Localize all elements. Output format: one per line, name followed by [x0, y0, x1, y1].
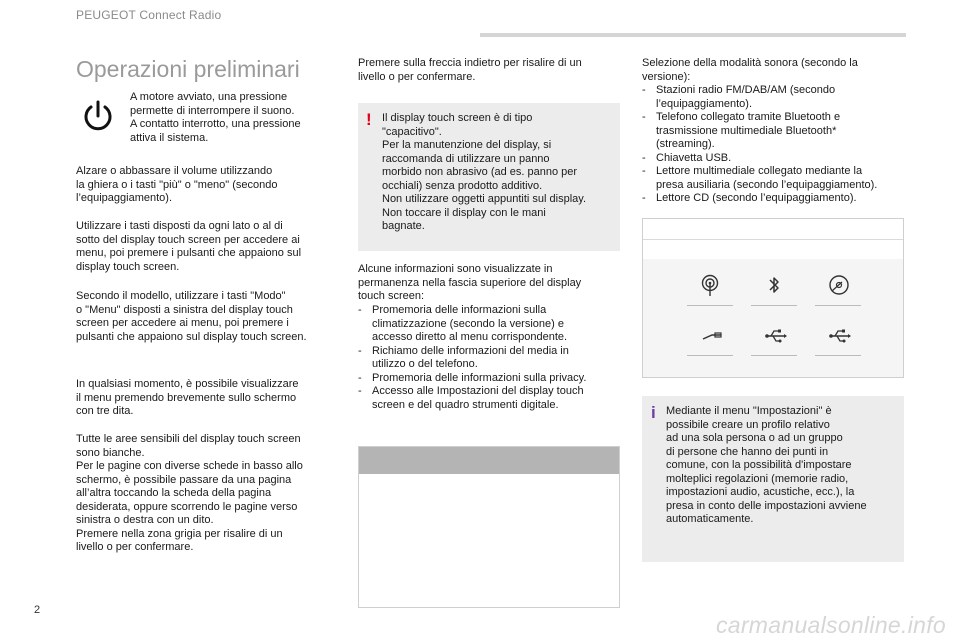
radio-icon — [700, 274, 720, 298]
source-bluetooth[interactable] — [751, 267, 797, 306]
power-icon — [80, 98, 116, 134]
screen-row — [643, 219, 903, 240]
list-item: - Promemoria delle informazioni sulla climatizzazione (secondo la versione) e accesso diretto al menu corrispondente. — [358, 304, 623, 345]
source-intro: Selezione della modalità sonora (secondo la versione): — [642, 57, 858, 83]
list-item: - Telefono collegato tramite Bluetooth e trasmissione multimediale Bluetooth* (streaming). — [642, 111, 907, 152]
cd-icon — [828, 274, 850, 298]
page-number: 2 — [34, 604, 41, 616]
usb-icon — [764, 324, 788, 348]
watermark: carmanualsonline.info — [715, 612, 946, 638]
back-paragraph: Premere sulla freccia indietro per risalire di un livello o per confermare. — [358, 57, 582, 83]
running-header: PEUGEOT Connect Radio — [76, 8, 222, 22]
list-item: - Accesso alle Impostazioni del display touch screen e del quadro strumenti digitale. — [358, 385, 623, 412]
aux-jack-icon — [700, 324, 724, 348]
info-list — [358, 304, 623, 412]
info-icon: i — [651, 403, 656, 422]
screen-row — [643, 239, 903, 260]
page-title: Operazioni preliminari — [76, 56, 300, 82]
usb-icon — [828, 324, 852, 348]
bluetooth-icon — [764, 274, 784, 298]
model-paragraph: Secondo il modello, utilizzare i tasti "Modo" o "Menu" disposti a sinistra del display touch screen per accedere ai menu, poi premere i pulsanti che appaiono sul display touch screen. — [76, 290, 307, 343]
tip-text: Mediante il menu "Impostazioni" è possibile creare un profilo relativo ad una sola persona o ad un gruppo di persone che hanno dei punti in comune, con la possibilità d'impostare molteplici regolazioni (memorie radio, impostazioni audio, acustiche, ecc.), la presa in conto delle impostazioni avviene automaticamente. — [666, 405, 867, 525]
source-usb-2[interactable] — [815, 317, 861, 356]
source-radio[interactable] — [687, 267, 733, 306]
source-cd[interactable] — [815, 267, 861, 306]
source-icons-area — [643, 259, 903, 377]
list-item: - Lettore multimediale collegato mediante la presa ausiliaria (secondo l’equipaggiamento). — [642, 165, 907, 192]
anytime-paragraph: In qualsiasi momento, è possibile visualizzare il menu premendo brevemente sullo schermo con tre dita. — [76, 378, 299, 417]
source-aux[interactable] — [687, 317, 733, 356]
source-usb-1[interactable] — [751, 317, 797, 356]
list-item: - Richiamo delle informazioni del media in utilizzo o del telefono. — [358, 345, 623, 372]
power-description: A motore avviato, una pressione permette di interrompere il suono. A contatto interrotto, una pressione attiva il sistema. — [130, 91, 301, 144]
source-selection-screen — [642, 218, 904, 378]
keys-paragraph: Utilizzare i tasti disposti da ogni lato o al di sotto del display touch screen per accedere ai menu, poi premere i pulsanti che appaiono sul display touch screen. — [76, 220, 302, 273]
volume-paragraph: Alzare o abbassare il volume utilizzando la ghiera o i tasti "più" o "meno" (secondo l’equipaggiamento). — [76, 165, 278, 204]
touch-screen-illustration — [358, 446, 620, 608]
warning-icon: ! — [366, 110, 372, 129]
areas-paragraph: Tutte le aree sensibili del display touch screen sono bianche. Per le pagine con diverse schede in basso allo schermo, è possibile passare da una pagina all’altra toccando la scheda della pagina desiderata, oppure scorrendo le pagine verso sinistra o destra con un dito. Premere nella zona grigia per risalire di un livello o per confermare. — [76, 433, 303, 553]
list-item: - Promemoria delle informazioni sulla privacy. — [358, 372, 623, 386]
list-item: - Lettore CD (secondo l’equipaggiamento). — [642, 192, 907, 206]
screen-top-band — [359, 447, 619, 474]
tip-note-box — [642, 396, 904, 562]
warning-text: Il display touch screen è di tipo "capacitivo". Per la manutenzione del display, si raccomanda di utilizzare un panno morbido non abrasivo (ad es. panno per occhiali) senza prodotto additivo. Non utilizzare oggetti appuntiti sul display. Non toccare il display con le mani bagnate. — [382, 112, 587, 232]
warning-note-box — [358, 103, 620, 251]
source-list — [642, 84, 907, 206]
info-intro: Alcune informazioni sono visualizzate in permanenza nella fascia superiore del display touch screen: — [358, 263, 582, 302]
header-rule — [480, 33, 906, 37]
list-item: - Stazioni radio FM/DAB/AM (secondo l’equipaggiamento). — [642, 84, 907, 111]
list-item: - Chiavetta USB. — [642, 152, 907, 166]
